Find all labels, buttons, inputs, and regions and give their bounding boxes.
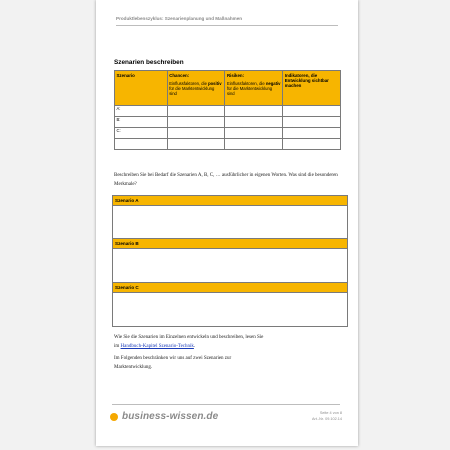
closing-text (114, 333, 339, 372)
scenario-table (114, 70, 341, 150)
scenario-b-field[interactable] (113, 249, 347, 282)
header-title: Produktlebenszyklus: Szenarienplanung und Maßnahmen (116, 16, 243, 21)
closing-line-2: im Handbuch-Kapitel Szenario-Technik. (114, 344, 196, 349)
instruction-text: Beschreiben Sie bei Bedarf die Szenarien A, B, C, … ausführlicher in eigenen Worten. Was sind die besonderen Merkmale? (114, 173, 338, 187)
scenario-c-box[interactable] (112, 282, 348, 327)
row-label-empty (115, 139, 168, 150)
row-label-a: A: (115, 106, 168, 117)
row-label-b: B: (115, 117, 168, 128)
scenario-a-label: Szenario A (113, 196, 347, 206)
table-row (115, 106, 341, 117)
logo-dot-icon (110, 413, 118, 421)
closing-line-3: Im Folgenden beschränken wir uns auf zwei Szenarien zur Marktentwicklung. (114, 356, 232, 370)
table-row (115, 139, 341, 150)
scenario-c-label: Szenario C (113, 283, 347, 293)
column-header-szenario: Szenario (115, 71, 168, 106)
column-header-risiken: Risiken: Einflussfaktoren, die negativ für die Marktentwicklung sind (225, 71, 283, 106)
business-wissen-logo (110, 411, 218, 422)
column-header-indikatoren: Indikatoren, die Entwicklung sichtbar machen (283, 71, 341, 106)
scenario-a-field[interactable] (113, 206, 347, 239)
scenario-c-field[interactable] (113, 293, 347, 326)
document-page (96, 0, 358, 446)
article-number: Art.-Nr. 09.102.14 (312, 417, 342, 421)
table-header-row (115, 71, 341, 106)
handbook-link[interactable]: Handbuch-Kapitel Szenario-Technik (120, 344, 194, 349)
logo-text: business-wissen.de (122, 411, 219, 422)
closing-line-1: Wie Sie die Szenarien im Einzelnen entwickeln und beschreiben, lesen Sie (114, 335, 264, 340)
header-divider (116, 25, 338, 26)
scenario-b-box[interactable] (112, 238, 348, 283)
footer-meta (312, 410, 342, 422)
table-row (115, 128, 341, 139)
scenario-a-box[interactable] (112, 195, 348, 240)
scenario-b-label: Szenario B (113, 239, 347, 249)
section-title: Szenarien beschreiben (114, 59, 184, 66)
footer-divider (112, 404, 340, 405)
row-label-c: C: (115, 128, 168, 139)
column-header-chancen: Chancen: Einflussfaktoren, die positiv für die Marktentwicklung sind (167, 71, 225, 106)
page-number: Seite 4 von 8 (319, 411, 342, 415)
table-row (115, 117, 341, 128)
